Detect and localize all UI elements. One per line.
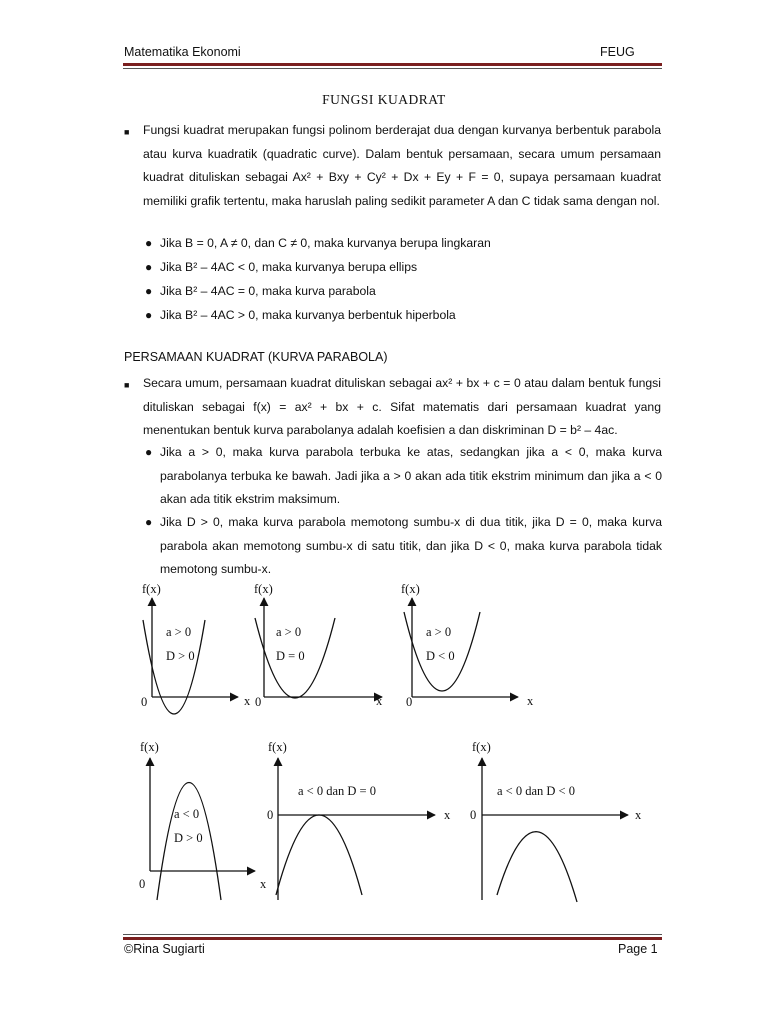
section-paragraph: Secara umum, persamaan kuadrat dituliskan sebagai ax² + bx + c = 0 atau dalam bentuk fungsi dituliskan sebagai f(x) = ax² + bx + c. Sifat matematis dari persamaan kuadrat yang menentukan bentuk kurva parabolanya adalah koefisien a dan diskriminan D = b² – 4ac. [143, 376, 661, 437]
origin-label: 0 [267, 808, 274, 822]
footer-rule-thin [123, 934, 662, 935]
graph-label-d: D > 0 [174, 831, 203, 845]
x-axis-label: x [244, 694, 251, 708]
section-bullet-1: Jika a > 0, maka kurva parabola terbuka ke atas, sedangkan jika a < 0, maka kurva parabolanya terbuka ke bawah. Jadi jika a > 0 akan ada titik ekstrim minimum dan jika a < 0 akan ada titik ekstrim maksimum. [160, 445, 662, 506]
footer-author: ©Rina Sugiarti [124, 942, 205, 956]
bullet-dot: ● [145, 260, 153, 274]
header-institution: FEUG [600, 45, 635, 59]
y-axis-label: f(x) [142, 582, 161, 596]
graph-a-pos-d-neg [401, 582, 534, 709]
intro-bullet-3: Jika B² – 4AC = 0, maka kurva parabola [160, 284, 376, 298]
graph-a-pos-d-zero [254, 582, 383, 709]
graph-label: a < 0 dan D < 0 [497, 784, 575, 798]
graph-label-a: a > 0 [276, 625, 302, 639]
section-bullet-2: Jika D > 0, maka kurva parabola memotong sumbu-x di dua titik, jika D = 0, maka kurva parabola akan memotong sumbu-x di satu titik, dan jika D < 0, maka kurva parabola tidak memotong sumbu-x. [160, 515, 662, 576]
square-bullet: ■ [124, 127, 130, 137]
x-axis-label: x [527, 694, 534, 708]
y-axis-label: f(x) [472, 740, 491, 754]
graph-label-d: D > 0 [166, 649, 195, 663]
bullet-dot: ● [145, 515, 153, 529]
x-axis-label: x [635, 808, 642, 822]
page-number: Page 1 [618, 942, 658, 956]
graph-label-a: a < 0 [174, 807, 200, 821]
graph-a-neg-d-pos [139, 740, 267, 900]
x-axis-label: x [376, 694, 383, 708]
origin-label: 0 [139, 877, 146, 891]
graph-label-a: a > 0 [166, 625, 192, 639]
y-axis-label: f(x) [140, 740, 159, 754]
origin-label: 0 [255, 695, 262, 709]
bullet-dot: ● [145, 308, 153, 322]
intro-paragraph: Fungsi kuadrat merupakan fungsi polinom berderajat dua dengan kurvanya berbentuk parabola atau kurva kuadratik (quadratic curve). Dalam bentuk persamaan, secara umum persamaan kuadrat dituliskan sebagai Ax² + Bxy + Cy² + Dx + Ey + F = 0, supaya persamaan kuadrat memiliki grafik tertentu, maka haruslah paling sedikit parameter A dan C tidak sama dengan nol. [143, 123, 661, 208]
bullet-dot: ● [145, 236, 153, 250]
graph-a-neg-d-zero [267, 740, 451, 900]
origin-label: 0 [470, 808, 477, 822]
square-bullet: ■ [124, 380, 130, 390]
graph-a-neg-d-neg [470, 740, 642, 902]
graph-label: a < 0 dan D = 0 [298, 784, 376, 798]
origin-label: 0 [406, 695, 413, 709]
intro-bullet-4: Jika B² – 4AC > 0, maka kurvanya berbentuk hiperbola [160, 308, 456, 322]
header-title: Matematika Ekonomi [124, 45, 241, 59]
intro-bullet-1: Jika B = 0, A ≠ 0, dan C ≠ 0, maka kurvanya berupa lingkaran [160, 236, 491, 250]
graph-a-pos-d-pos [141, 582, 251, 714]
x-axis-label: x [260, 877, 267, 891]
page-title: FUNGSI KUADRAT [322, 92, 446, 107]
y-axis-label: f(x) [401, 582, 420, 596]
footer-rule [123, 937, 662, 940]
bullet-dot: ● [145, 284, 153, 298]
graph-label-d: D = 0 [276, 649, 305, 663]
origin-label: 0 [141, 695, 148, 709]
graph-label-a: a > 0 [426, 625, 452, 639]
x-axis-label: x [444, 808, 451, 822]
y-axis-label: f(x) [268, 740, 287, 754]
graph-label-d: D < 0 [426, 649, 455, 663]
y-axis-label: f(x) [254, 582, 273, 596]
intro-bullet-2: Jika B² – 4AC < 0, maka kurvanya berupa ellips [160, 260, 418, 274]
section-heading: PERSAMAAN KUADRAT (KURVA PARABOLA) [124, 350, 388, 364]
bullet-dot: ● [145, 445, 153, 459]
